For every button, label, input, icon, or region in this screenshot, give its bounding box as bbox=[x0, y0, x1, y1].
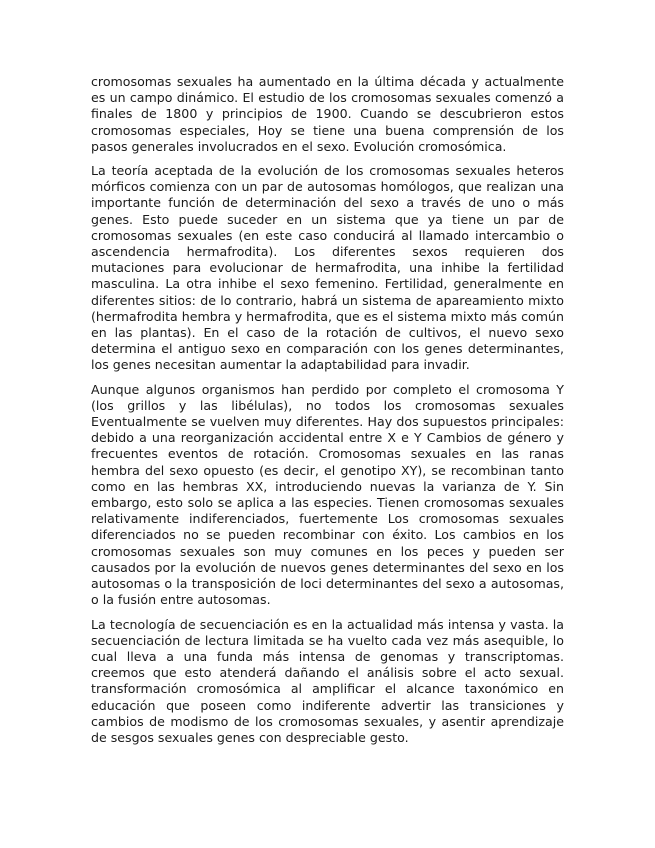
paragraph-2: La teoría aceptada de la evolución de los cromosomas sexuales heteros mórficos comienza con un par de autosomas homólogos, que realizan una importante función de determinación del sexo a través de uno o más genes. Esto puede suceder en un sistema que ya tiene un par de cromosomas sexuales (en este caso conducirá al llamado intercambio o ascendencia hermafrodita). Los diferentes sexos requieren dos mutaciones para evolucionar de hermafrodita, una inhibe la fertilidad masculina. La otra inhibe el sexo femenino. Fertilidad, generalmente en diferentes sitios: de lo contrario, habrá un sistema de apareamiento mixto (hermafrodita hembra y hermafrodita, que es el sistema mixto más común en las plantas). En el caso de la rotación de cultivos, el nuevo sexo determina el antiguo sexo en comparación con los genes determinantes, los genes necesitan aumentar la adaptabilidad para invadir. bbox=[91, 163, 564, 373]
paragraph-4: La tecnología de secuenciación es en la actualidad más intensa y vasta. la secuenciación de lectura limitada se ha vuelto cada vez más asequible, lo cual lleva a una funda más intensa de genomas y transcriptomas. creemos que esto atenderá dañando el análisis sobre el acto sexual. transformación cromosómica al amplificar el alcance taxonómico en educación que poseen como indiferente advertir las transiciones y cambios de modismo de los cromosomas sexuales, y asentir aprendizaje de sesgos sexuales genes con despreciable gesto. bbox=[91, 616, 564, 745]
paragraph-1: cromosomas sexuales ha aumentado en la última década y actualmente es un campo dinámico. El estudio de los cromosomas sexuales comenzó a finales de 1800 y principios de 1900. Cuando se descubrieron estos cromosomas especiales, Hoy se tiene una buena comprensión de los pasos generales involucrados en el sexo. Evolución cromosómica. bbox=[91, 74, 564, 154]
document-page bbox=[91, 74, 564, 754]
paragraph-3: Aunque algunos organismos han perdido por completo el cromosoma Y (los grillos y las libélulas), no todos los cromosomas sexuales Eventualmente se vuelven muy diferentes. Hay dos supuestos principales: debido a una reorganización accidental entre X e Y Cambios de género y frecuentes eventos de rotación. Cromosomas sexuales en las ranas hembra del sexo opuesto (es decir, el genotipo XY), se recombinan tanto como en las hembras XX, introduciendo nuevas la varianza de Y. Sin embargo, esto solo se aplica a las especies. Tienen cromosomas sexuales relativamente indiferenciados, fuertemente Los cromosomas sexuales diferenciados no se pueden recombinar con éxito. Los cambios en los cromosomas sexuales son muy comunes en los peces y pueden ser causados por la evolución de nuevos genes determinantes del sexo en los autosomas o la transposición de loci determinantes del sexo a autosomas, o la fusión entre autosomas. bbox=[91, 381, 564, 608]
